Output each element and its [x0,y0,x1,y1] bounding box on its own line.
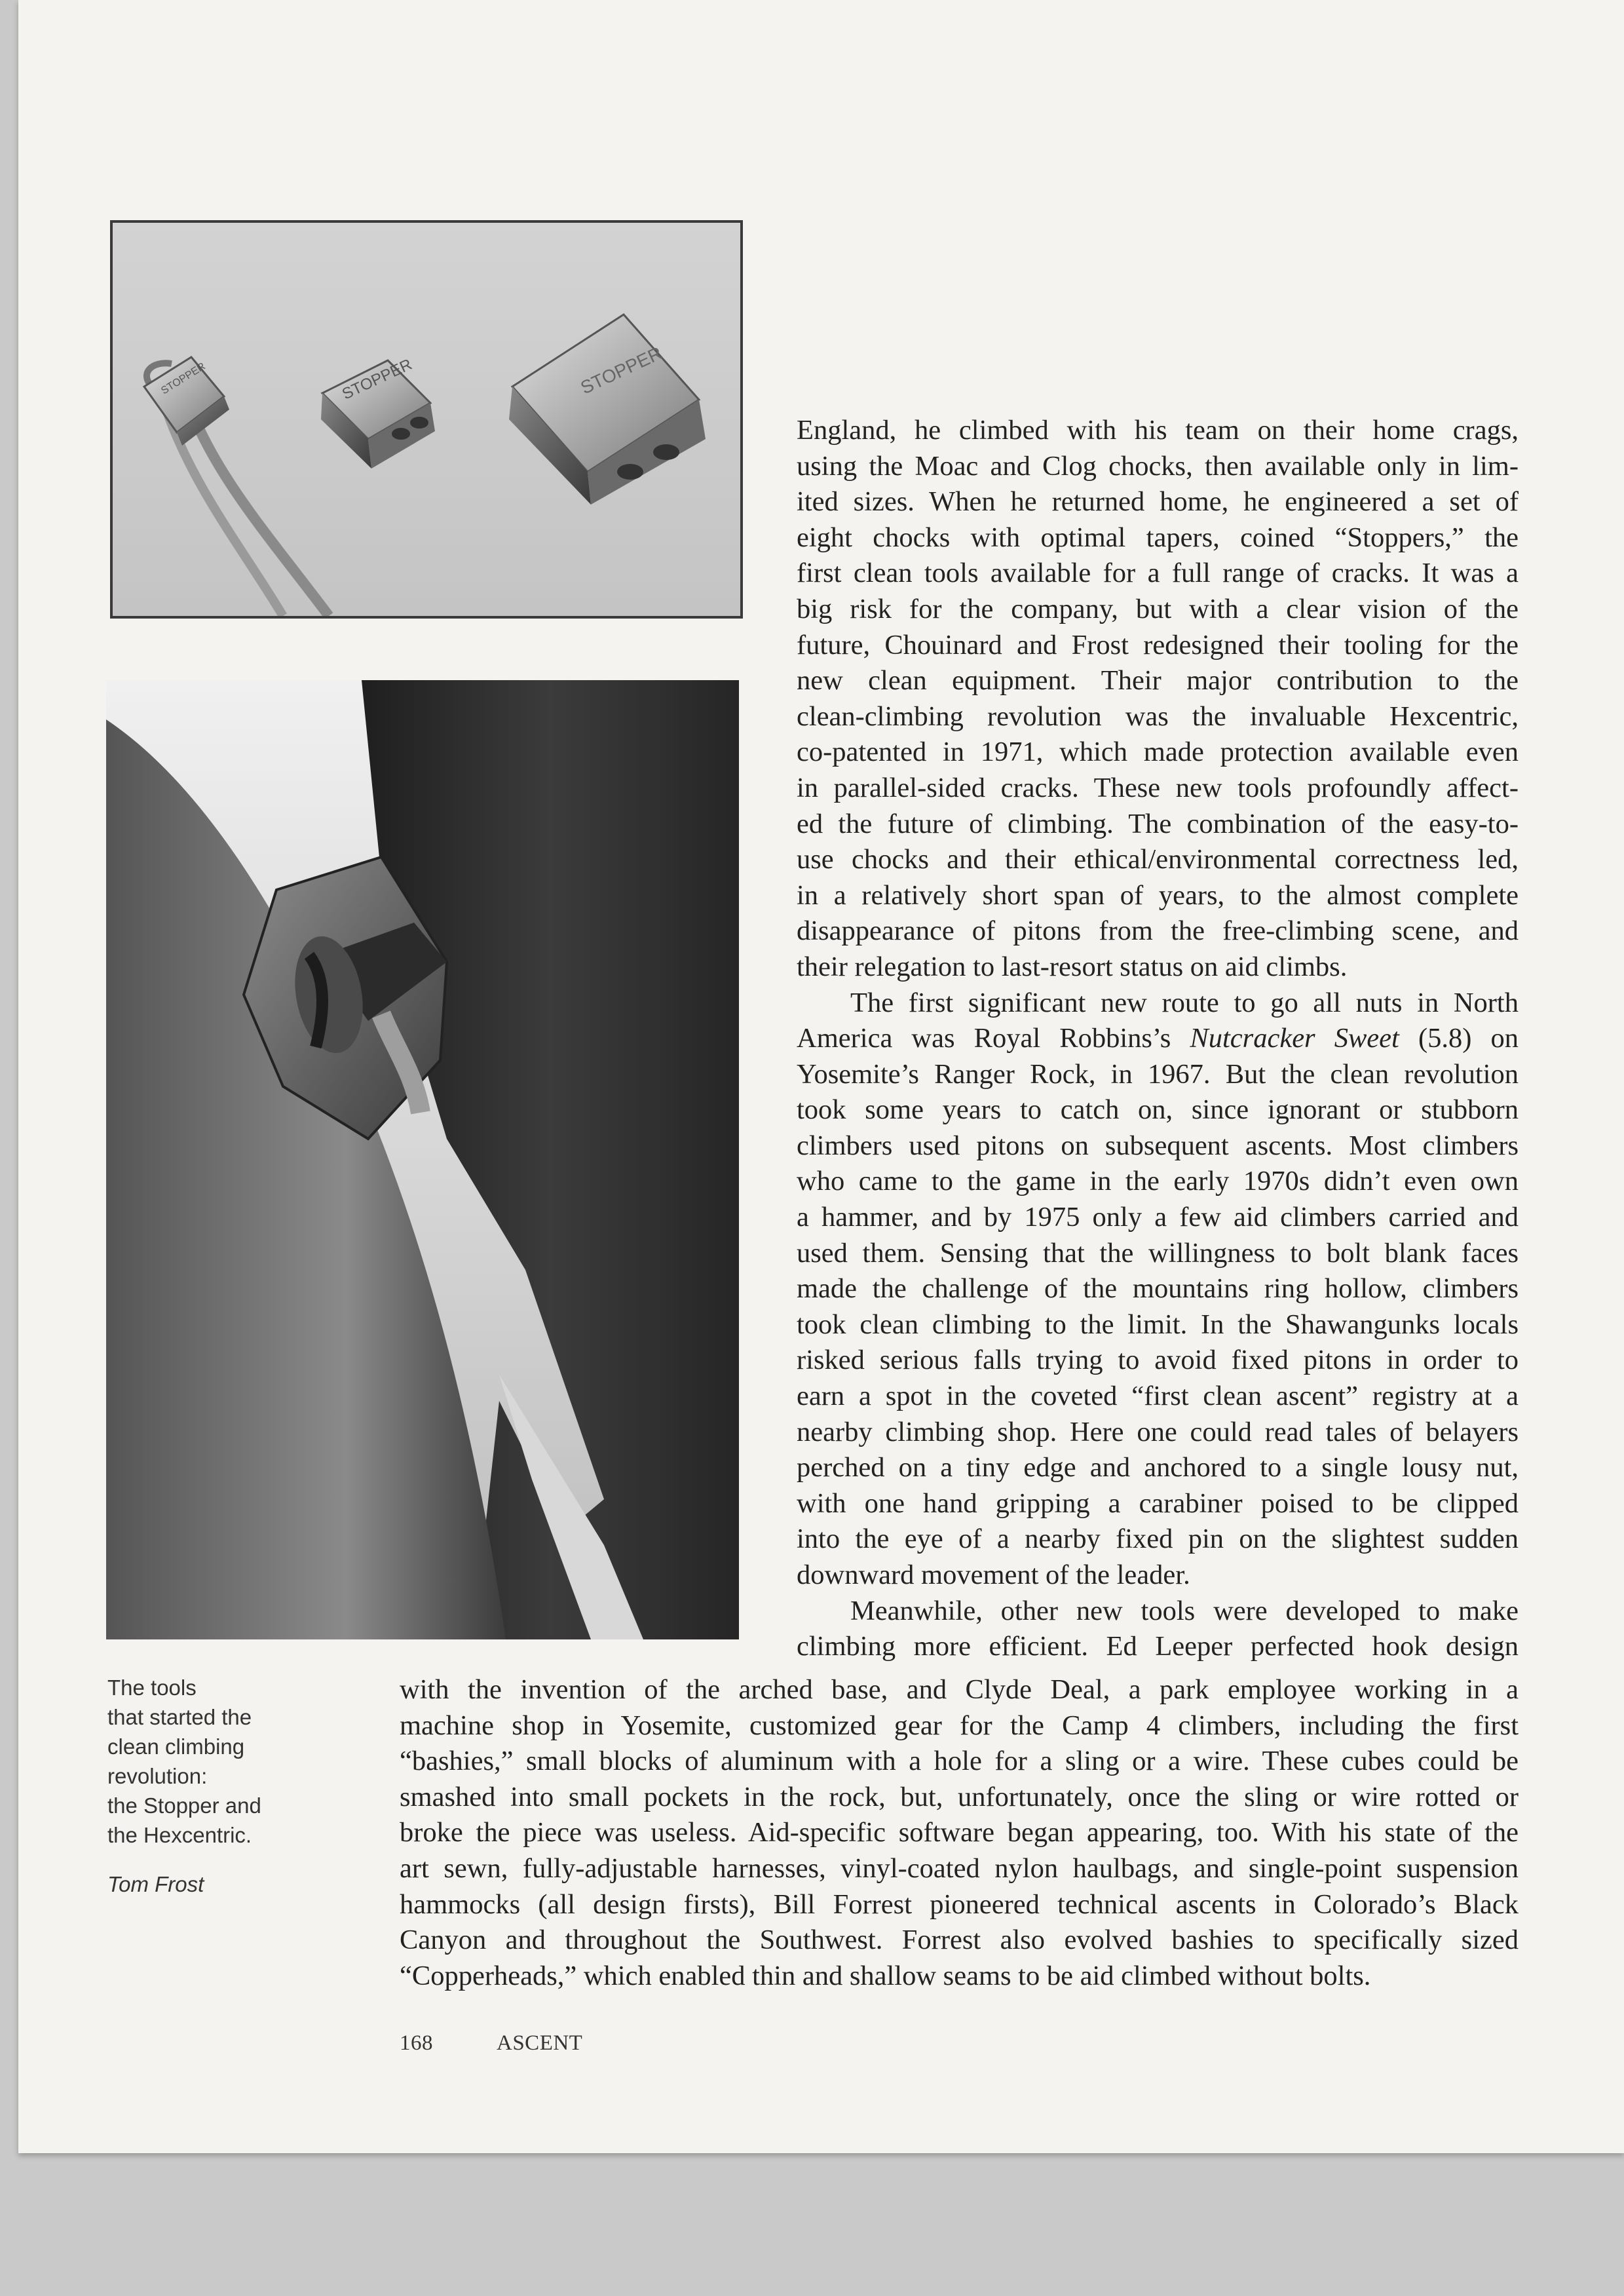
article-line: Meanwhile, other new tools were developed to make [850,1595,1519,1626]
article-line: big risk for the company, but with a clear vision of the [797,593,1519,624]
caption-line: clean climbing [107,1734,245,1759]
article-line: hammocks (all design firsts), Bill Forrest pioneered technical ascents in Colorado’s Black [400,1888,1519,1920]
article-line: downward movement of the leader. [797,1559,1190,1590]
article-line: who came to the game in the early 1970s didn’t even own [797,1166,1519,1197]
article-line: clean-climbing revolution was the invaluable Hexcentric, [797,700,1519,732]
caption-line: revolution: [107,1764,208,1788]
article-line: perched on a tiny edge and anchored to a single lousy nut, [797,1452,1519,1483]
article-column-wide [400,1672,1519,1994]
chock-label-small: STOPPER [159,360,208,397]
article-line: made the challenge of the mountains ring hollow, climbers [797,1273,1519,1305]
article-line: The first significant new route to go all nuts in North [850,987,1519,1018]
article-text: (5.8) on [1399,1023,1519,1054]
article-line: first clean tools available for a full range of cracks. It was a [797,558,1519,589]
article-line: climbers used pitons on subsequent ascents. Most climbers [797,1130,1519,1161]
article-line: took clean climbing to the limit. In the Shawangunks locals [797,1309,1519,1340]
article-line: earn a spot in the coveted “first clean ascent” registry at a [797,1381,1519,1412]
article-line: took some years to catch on, since ignorant or stubborn [797,1094,1519,1126]
caption-line: that started the [107,1705,252,1729]
article-line: a hammer, and by 1975 only a few aid climbers carried and [797,1202,1519,1233]
article-line: using the Moac and Clog chocks, then available only in lim- [797,450,1519,482]
article-line: used them. Sensing that the willingness to bolt blank faces [797,1237,1519,1269]
article-line: with one hand gripping a carabiner poised to be clipped [797,1487,1519,1519]
article-line: ited sizes. When he returned home, he engineered a set of [797,486,1519,518]
article-line: Canyon and throughout the Southwest. Forrest also evolved bashies to specifically sized [400,1924,1519,1956]
article-line: broke the piece was useless. Aid-specific software began appearing, too. With his state of the [400,1817,1519,1848]
route-name: Nutcracker Sweet [1190,1023,1399,1054]
article-line: ed the future of climbing. The combination of the easy-to- [797,808,1519,839]
caption-line: The tools [107,1675,197,1700]
article-line: risked serious falls trying to avoid fixed pitons in order to [797,1345,1519,1376]
article-line: “Copperheads,” which enabled thin and shallow seams to be aid climbed without bolts. [400,1960,1371,1991]
article-line: with the invention of the arched base, and Clyde Deal, a park employee working in a [400,1674,1519,1705]
article-line: into the eye of a nearby fixed pin on the slightest sudden [797,1523,1519,1555]
article-line: use chocks and their ethical/environmental correctness led, [797,844,1519,875]
article-line: new clean equipment. Their major contribution to the [797,665,1519,697]
photo-caption [107,1673,304,1899]
article-line: England, he climbed with his team on their home crags, [797,415,1519,446]
article-line: in parallel-sided cracks. These new tools profoundly affect- [797,772,1519,803]
article-line: Yosemite’s Ranger Rock, in 1967. But the clean revolution [797,1058,1519,1090]
article-line: their relegation to last-resort status on aid climbs. [797,951,1348,982]
article-line: nearby climbing shop. Here one could read tales of belayers [797,1416,1519,1447]
photo-credit: Tom Frost [107,1872,204,1896]
article-line: in a relatively short span of years, to the almost complete [797,879,1519,911]
article-text: America was Royal Robbins’s [797,1023,1190,1054]
page-number: 168 [400,2031,433,2055]
article-line: art sewn, fully-adjustable harnesses, vinyl-coated nylon haulbags, and single-point suspension [400,1852,1519,1884]
article-line: future, Chouinard and Frost redesigned their tooling for the [797,629,1519,660]
chock-label-medium: STOPPER [339,355,415,404]
article-line: disappearance of pitons from the free-climbing scene, and [797,915,1519,947]
caption-line: the Stopper and [107,1793,261,1818]
article-line: climbing more efficient. Ed Leeper perfected hook design [797,1631,1519,1662]
article-line: co-patented in 1971, which made protection available even [797,737,1519,768]
article-column-narrow [797,413,1519,1665]
article-line: machine shop in Yosemite, customized gear for the Camp 4 climbers, including the first [400,1710,1519,1741]
hexcentric-illustration [106,680,739,1639]
article-line: eight chocks with optimal tapers, coined “Stoppers,” the [797,522,1519,553]
publication-title: ASCENT [497,2031,583,2055]
article-line: “bashies,” small blocks of aluminum with a hole for a sling or a wire. These cubes could be [400,1746,1519,1777]
article-line-with-title [797,1021,1519,1057]
article-line: smashed into small pockets in the rock, but, unfortunately, once the sling or wire rotted or [400,1781,1519,1812]
stopper-chocks-illustration [113,223,740,616]
stopper-chocks-photo [110,220,743,619]
hexcentric-photo [106,680,739,1639]
caption-line: the Hexcentric. [107,1823,252,1847]
chock-label-large: STOPPER [577,343,666,398]
